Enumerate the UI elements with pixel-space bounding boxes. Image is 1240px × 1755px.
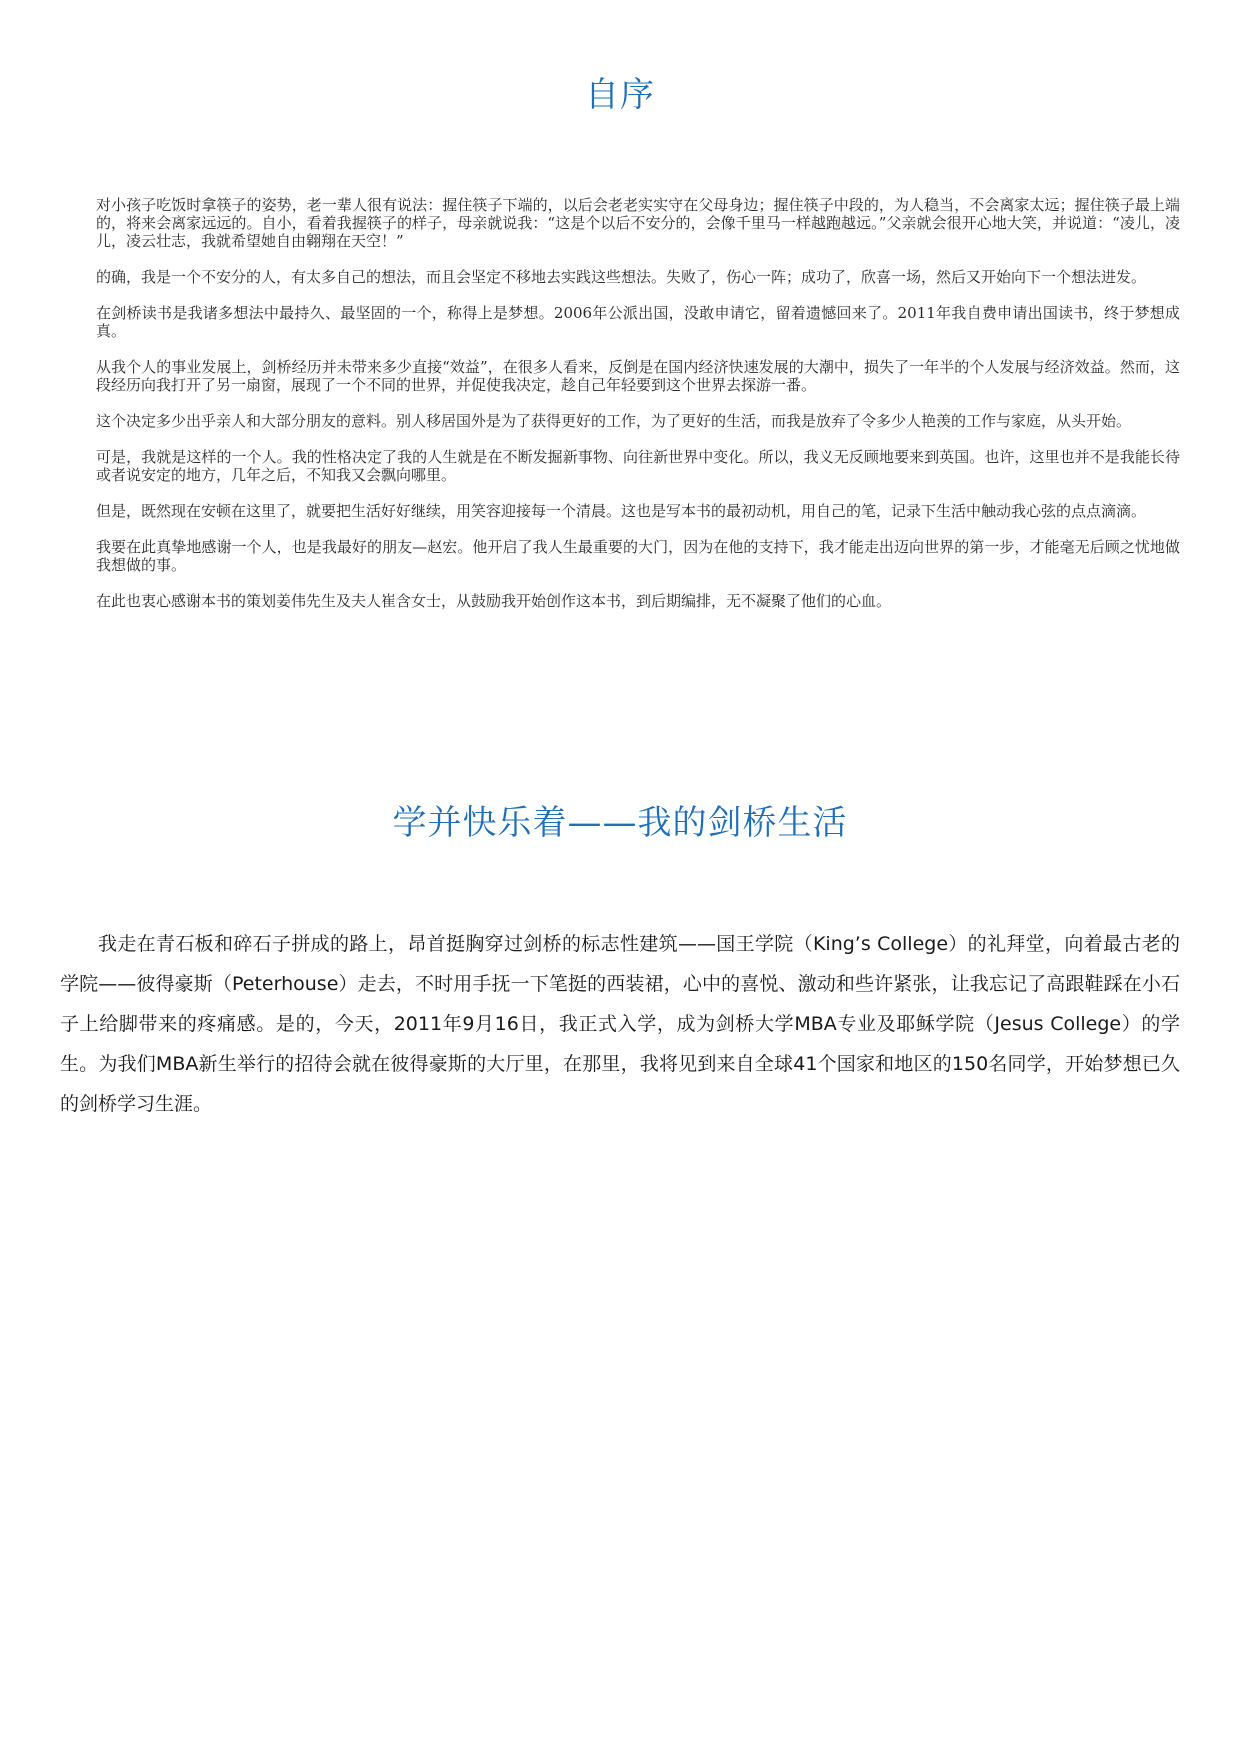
preface-paragraph: 在此也衷心感谢本书的策划姜伟先生及夫人崔含女士，从鼓励我开始创作这本书，到后期编排，无不凝聚了他们的心血。 bbox=[96, 592, 892, 610]
preface-paragraph: 这个决定多少出乎亲人和大部分朋友的意料。别人移居国外是为了获得更好的工作，为了更好的生活，而我是放弃了令多少人艳羡的工作与家庭，从头开始。 bbox=[96, 412, 1132, 430]
chapter-paragraph: 我走在青石板和碎石子拼成的路上，昂首挺胸穿过剑桥的标志性建筑——国王学院（King’s College）的礼拜堂，向着最古老的学院——彼得豪斯（Peterhouse）走去，不时用手抚一下笔挺的西装裙，心中的喜悦、激动和些许紧张，让我忘记了高跟鞋踩在小石子上给脚带来的疼痛感。是的，今天，2011年9月16日，我正式入学，成为剑桥大学MBA专业及耶稣学院（Jesus College）的学生。为我们MBA新生举行的招待会就在彼得豪斯的大厅里，在那里，我将见到来自全球41个国家和地区的150名同学，开始梦想已久的剑桥学习生涯。 bbox=[60, 933, 1180, 1115]
preface-paragraph: 在剑桥读书是我诸多想法中最持久、最坚固的一个，称得上是梦想。2006年公派出国，没敢申请它，留着遗憾回来了。2011年我自费申请出国读书，终于梦想成真。 bbox=[96, 304, 1180, 340]
preface-paragraph: 但是，既然现在安顿在这里了，就要把生活好好继续，用笑容迎接每一个清晨。这也是写本书的最初动机，用自己的笔，记录下生活中触动我心弦的点点滴滴。 bbox=[96, 502, 1147, 520]
preface-paragraph: 对小孩子吃饭时拿筷子的姿势，老一辈人很有说法：握住筷子下端的，以后会老老实实守在父母身边；握住筷子中段的，为人稳当，不会离家太远；握住筷子最上端的，将来会离家远远的。自小，看着我握筷子的样子，母亲就说我：“这是个以后不安分的，会像千里马一样越跑越远。”父亲就会很开心地大笑，并说道：“凌儿，凌儿，凌云壮志，我就希望她自由翱翔在天空！” bbox=[96, 196, 1180, 250]
preface-paragraph: 的确，我是一个不安分的人，有太多自己的想法，而且会坚定不移地去实践这些想法。失败了，伤心一阵；成功了，欣喜一场，然后又开始向下一个想法进发。 bbox=[96, 268, 1147, 286]
chapter-title: 学并快乐着——我的剑桥生活 bbox=[392, 803, 848, 843]
preface-paragraph: 可是，我就是这样的一个人。我的性格决定了我的人生就是在不断发掘新事物、向往新世界中变化。所以，我义无反顾地要来到英国。也许，这里也并不是我能长待或者说安定的地方，几年之后，不知我又会飘向哪里。 bbox=[96, 448, 1180, 484]
preface-paragraph: 从我个人的事业发展上，剑桥经历并未带来多少直接“效益”，在很多人看来，反倒是在国内经济快速发展的大潮中，损失了一年半的个人发展与经济效益。然而，这段经历向我打开了另一扇窗，展现了一个不同的世界，并促使我决定，趁自己年轻要到这个世界去探游一番。 bbox=[96, 358, 1180, 394]
preface-body bbox=[96, 196, 1180, 628]
chapter-body bbox=[60, 924, 1180, 1124]
preface-title: 自序 bbox=[585, 75, 655, 115]
preface-paragraph: 我要在此真挚地感谢一个人，也是我最好的朋友—赵宏。他开启了我人生最重要的大门，因为在他的支持下，我才能走出迈向世界的第一步，才能毫无后顾之忧地做我想做的事。 bbox=[96, 538, 1180, 574]
